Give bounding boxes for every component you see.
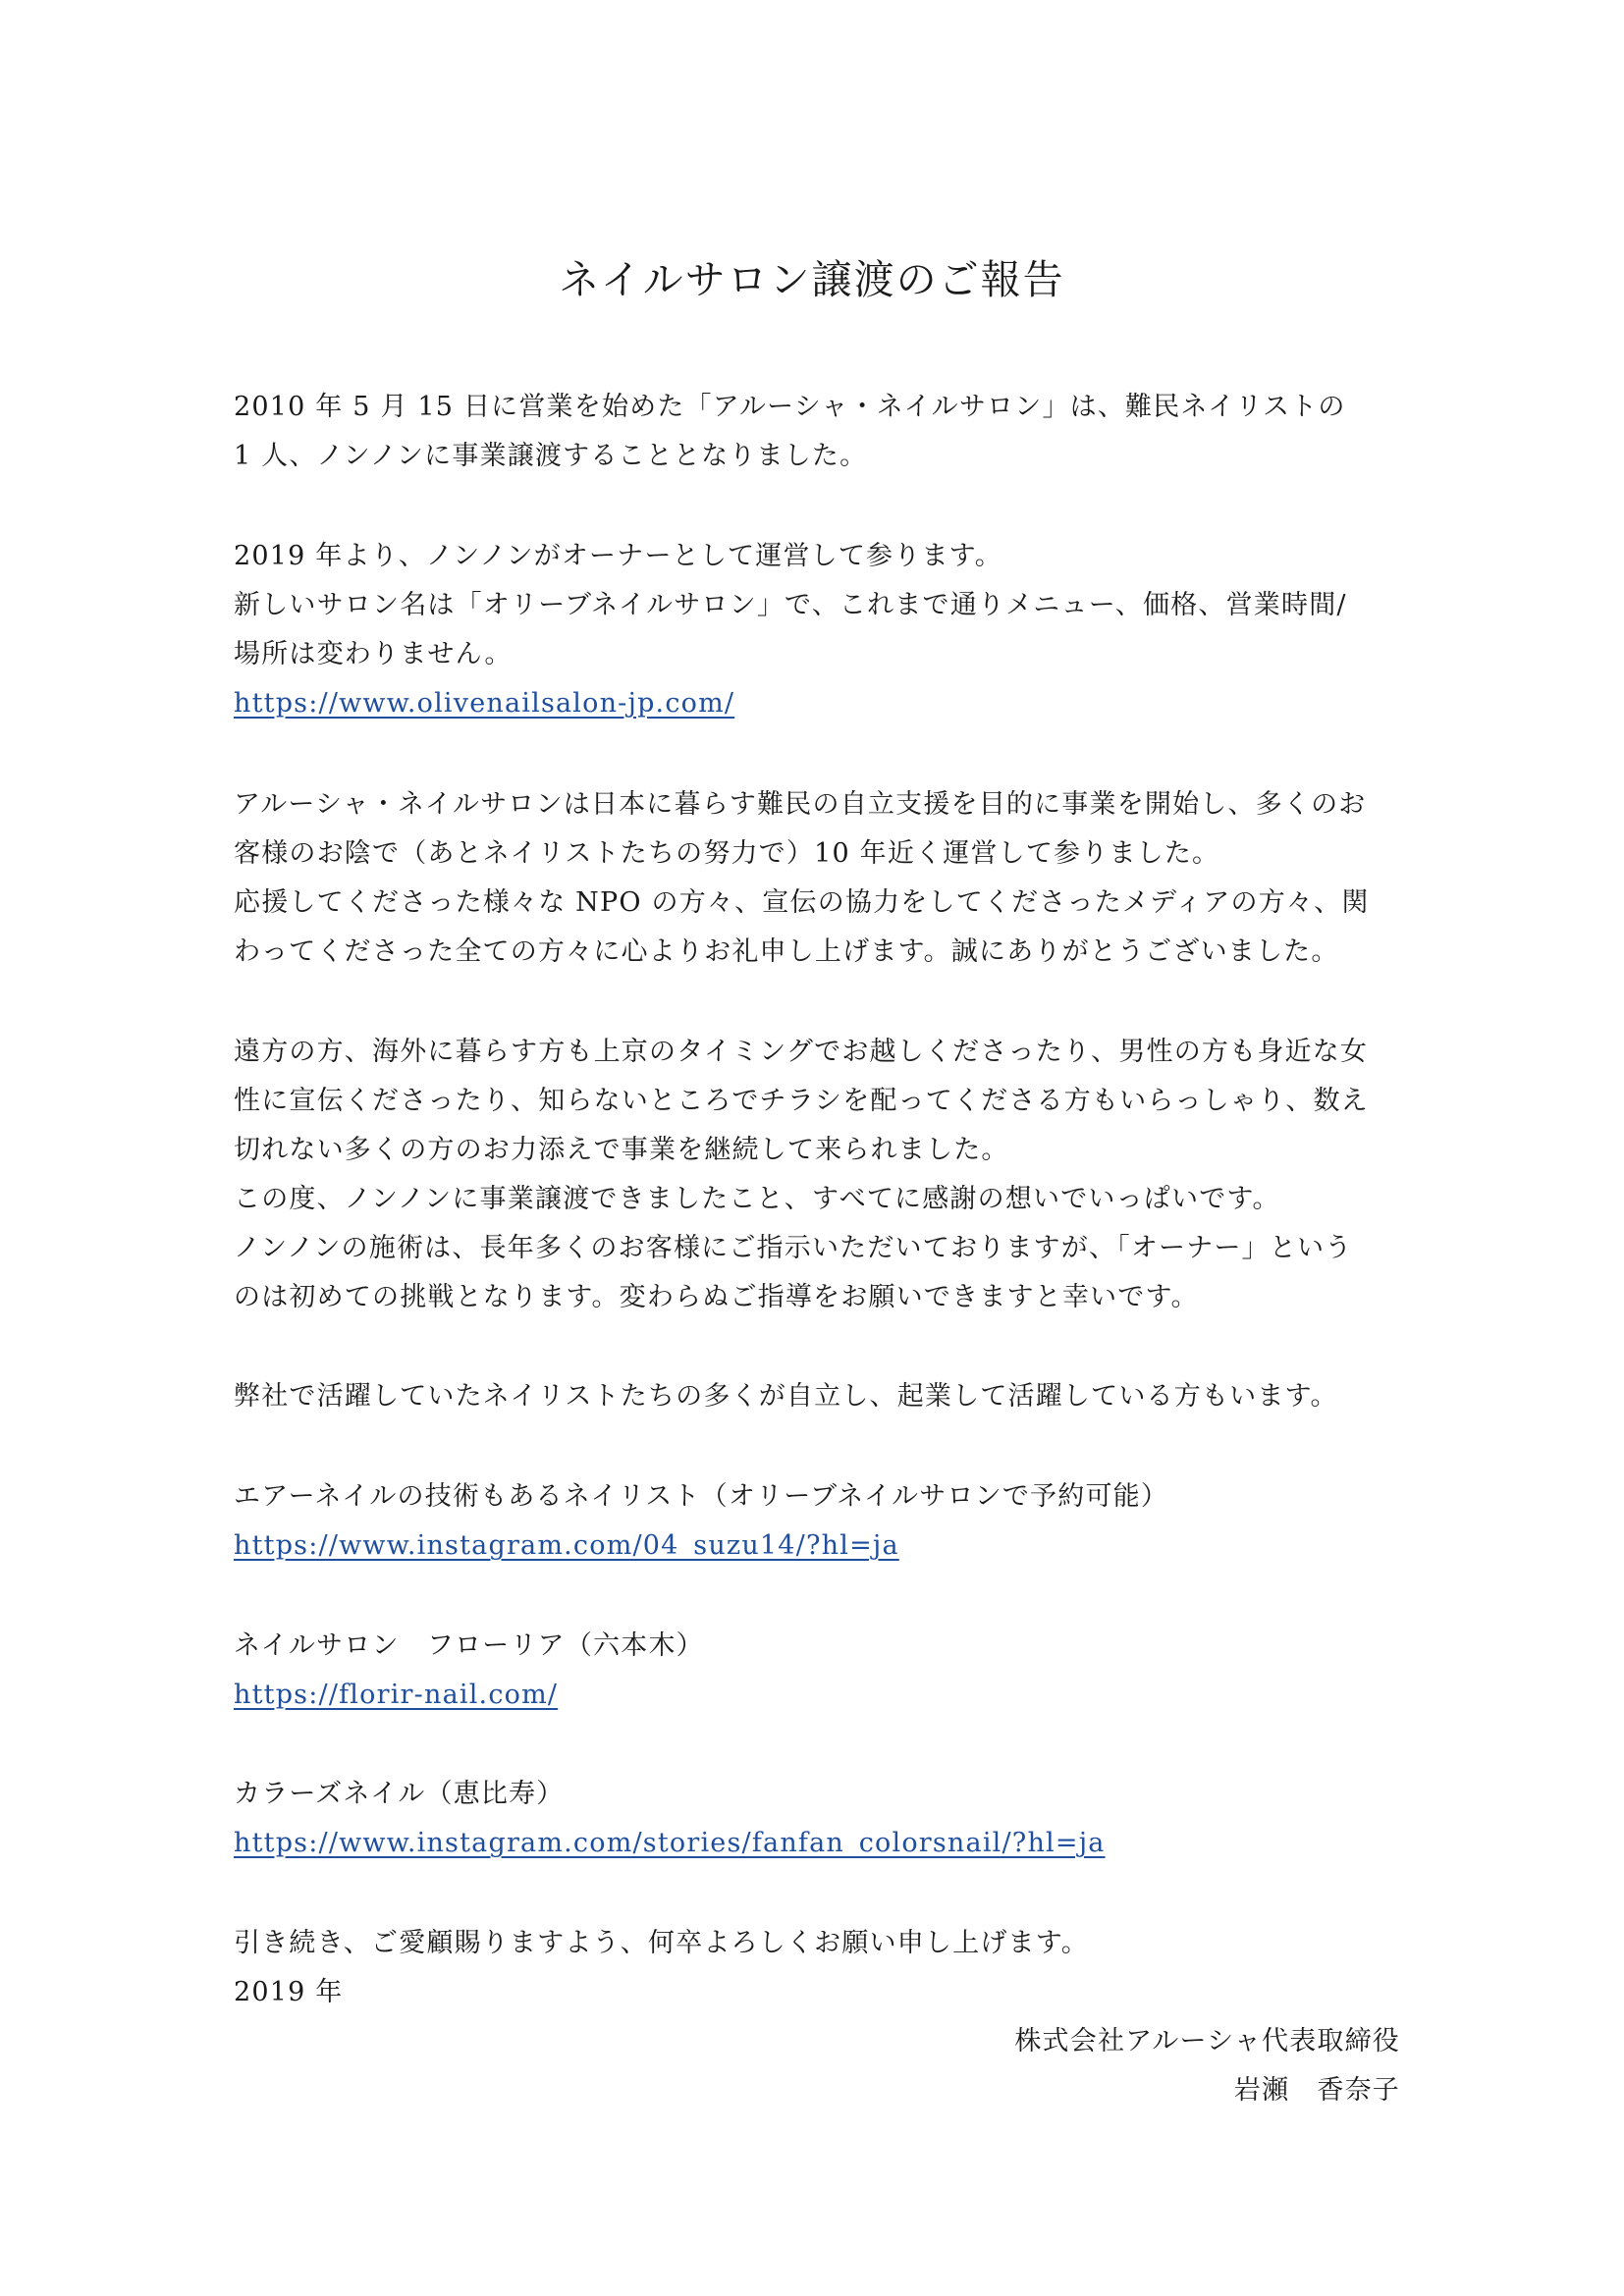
paragraph-3-line-3: 応援してくださった様々な NPO の方々、宣伝の協力をしてくださったメディアの方々、関 [234, 887, 1370, 918]
paragraph-4-line-6: のは初めての挑戦となります。変わらぬご指導をお願いできますと幸いです。 [234, 1282, 1199, 1312]
paragraph-4-line-1: 遠方の方、海外に暮らす方も上京のタイミングでお越しくださったり、男性の方も身近な女 [234, 1037, 1369, 1067]
salon-2-label: ネイルサロン フローリア（六本木） [234, 1630, 704, 1661]
paragraph-4-line-2: 性に宣伝くださったり、知らないところでチラシを配ってくださる方もいらっしゃり、数え [234, 1086, 1369, 1116]
closing-text: 引き続き、ご愛顧賜りますよう、何卒よろしくお願い申し上げます。 [234, 1928, 1089, 1958]
paragraph-2-line-3: 場所は変わりません。 [234, 639, 513, 669]
paragraph-1-line-2: 1 人、ノンノンに事業譲渡することとなりました。 [234, 441, 868, 471]
salon-3-label: カラーズネイル（恵比寿） [234, 1779, 565, 1809]
paragraph-4-line-4: この度、ノンノンに事業譲渡できましたこと、すべてに感謝の想いでいっぱいです。 [234, 1184, 1280, 1214]
paragraph-3-line-4: わってくださった全ての方々に心よりお礼申し上げます。誠にありがとうございました。 [234, 936, 1339, 967]
paragraph-1-line-1: 2010 年 5 月 15 日に営業を始めた「アルーシャ・ネイルサロン」は、難民ネイリストの [234, 392, 1346, 422]
closing-year: 2019 年 [234, 1977, 344, 2007]
paragraph-5-line-1: 弊社で活躍していたネイリストたちの多くが自立し、起業して活躍している方もいます。 [234, 1381, 1338, 1412]
signature-name: 岩瀬 香奈子 [1233, 2075, 1400, 2106]
salon-1-label: エアーネイルの技術もあるネイリスト（オリーブネイルサロンで予約可能） [234, 1481, 1169, 1512]
signature-company: 株式会社アルーシャ代表取締役 [1014, 2026, 1400, 2056]
page-title: ネイルサロン譲渡のご報告 [559, 256, 1065, 303]
paragraph-3-line-2: 客様のお陰で（あとネイリストたちの努力で）10 年近く運営して参りました。 [234, 838, 1220, 869]
salon-3-link[interactable]: https://www.instagram.com/stories/fanfan_colorsnail/?hl=ja [234, 1828, 1106, 1858]
paragraph-2-line-1: 2019 年より、ノンノンがオーナーとして運営して参ります。 [234, 541, 1002, 571]
paragraph-4-line-3: 切れない多くの方のお力添えで事業を継続して来られました。 [234, 1135, 1009, 1165]
olive-salon-link[interactable]: https://www.olivenailsalon-jp.com/ [234, 688, 735, 719]
salon-2-link[interactable]: https://florir-nail.com/ [234, 1680, 559, 1710]
salon-1-link[interactable]: https://www.instagram.com/04_suzu14/?hl=ja [234, 1530, 899, 1561]
paragraph-2-line-2: 新しいサロン名は「オリーブネイルサロン」で、これまで通りメニュー、価格、営業時間/ [234, 590, 1347, 620]
paragraph-4-line-5: ノンノンの施術は、長年多くのお客様にご指示いただいておりますが、「オーナー」という [234, 1233, 1353, 1263]
paragraph-3-line-1: アルーシャ・ネイルサロンは日本に暮らす難民の自立支援を目的に事業を開始し、多くのお [234, 789, 1367, 820]
